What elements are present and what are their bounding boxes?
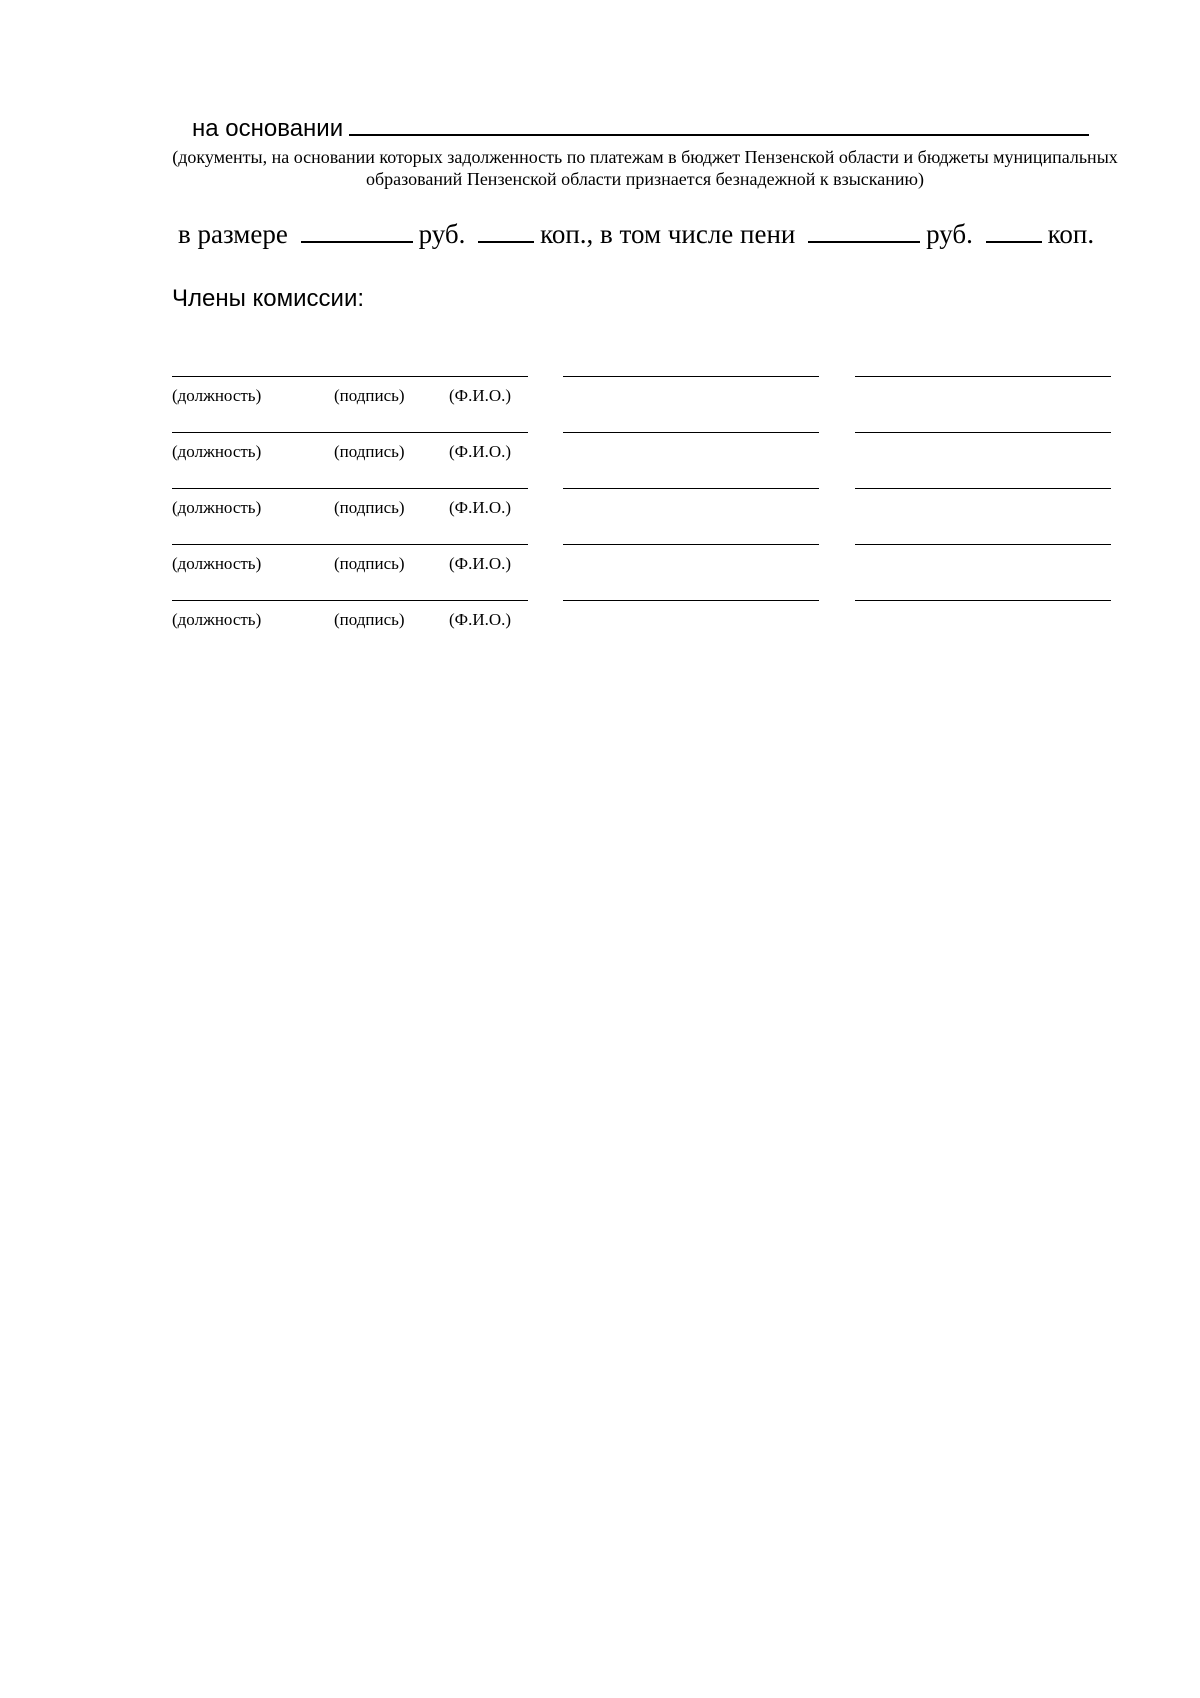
signature-line (172, 488, 528, 489)
position-label: (должность) (172, 442, 262, 461)
name-label: (Ф.И.О.) (449, 442, 512, 461)
penalty-kop-label: коп. (1047, 219, 1095, 249)
signature-line (563, 544, 819, 545)
signature-row (0, 488, 1200, 544)
signature-row (0, 376, 1200, 432)
penalty-kop-blank (986, 219, 1042, 243)
signature-line (855, 600, 1111, 601)
members-title: Члены комиссии: (172, 285, 365, 312)
signature-row (0, 432, 1200, 488)
position-label: (должность) (172, 498, 262, 517)
basis-label: на основании (192, 115, 344, 142)
signature-line (855, 488, 1111, 489)
signature-row (0, 600, 1200, 656)
amount-prefix: в размере (178, 219, 288, 249)
signature-line (172, 544, 528, 545)
name-label: (Ф.И.О.) (449, 386, 512, 405)
signature-line (172, 600, 528, 601)
amount-line (178, 218, 1094, 250)
position-label: (должность) (172, 386, 262, 405)
signature-row (0, 544, 1200, 600)
basis-line (192, 112, 1089, 144)
penalty-rub-label: руб. (926, 219, 973, 249)
signature-line (855, 544, 1111, 545)
signature-label: (подпись) (334, 442, 405, 461)
basis-note: (документы, на основании которых задолженность по платежам в бюджет Пензенской области и бюджеты муниципальных образований Пензенской области признается безнадежной к взысканию) (172, 147, 1118, 189)
signature-line (563, 600, 819, 601)
signature-label: (подпись) (334, 386, 405, 405)
name-label: (Ф.И.О.) (449, 554, 512, 573)
signature-label: (подпись) (334, 498, 405, 517)
penalty-rub-blank (808, 219, 920, 243)
position-label: (должность) (172, 610, 262, 629)
signature-line (172, 376, 528, 377)
signature-line (855, 376, 1111, 377)
amount-rub-blank (301, 219, 413, 243)
basis-blank (349, 112, 1089, 136)
signature-line (563, 488, 819, 489)
name-label: (Ф.И.О.) (449, 610, 512, 629)
name-label: (Ф.И.О.) (449, 498, 512, 517)
signature-line (855, 432, 1111, 433)
signature-line (172, 432, 528, 433)
amount-rub-label: руб. (418, 219, 466, 249)
amount-kop-blank (478, 219, 534, 243)
signature-line (563, 376, 819, 377)
signature-label: (подпись) (334, 610, 405, 629)
signature-line (563, 432, 819, 433)
position-label: (должность) (172, 554, 262, 573)
signature-label: (подпись) (334, 554, 405, 573)
amount-kop-label: коп., в том числе пени (540, 219, 796, 249)
